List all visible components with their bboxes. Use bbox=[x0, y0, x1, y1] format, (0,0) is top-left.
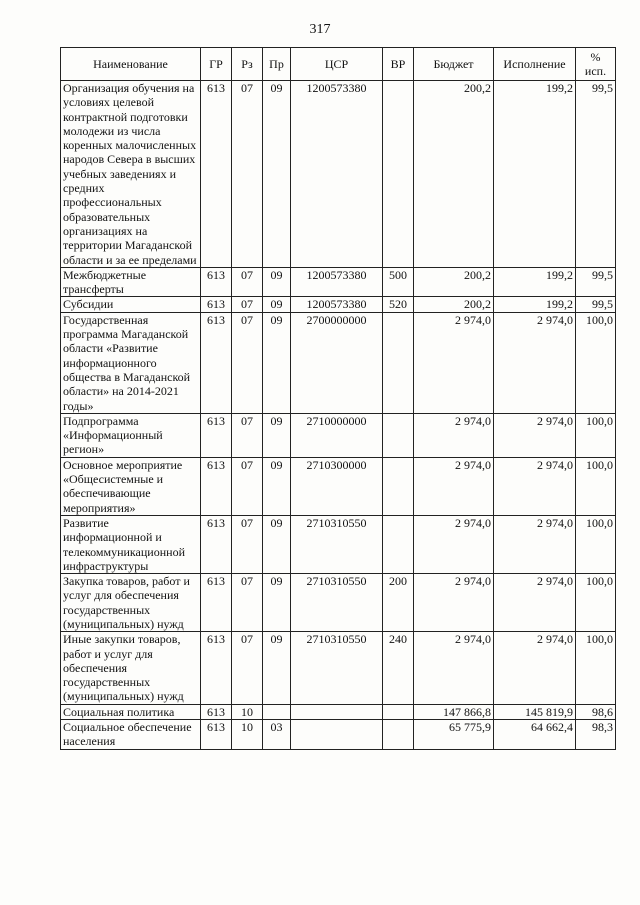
row-pr: 09 bbox=[263, 312, 291, 413]
row-percent: 100,0 bbox=[576, 312, 616, 413]
row-vr bbox=[383, 457, 414, 515]
row-execution: 2 974,0 bbox=[494, 312, 576, 413]
row-gr: 613 bbox=[201, 81, 232, 268]
row-budget: 2 974,0 bbox=[414, 574, 494, 632]
row-pr bbox=[263, 704, 291, 719]
row-percent: 99,5 bbox=[576, 297, 616, 312]
row-name: Развитие информационной и телекоммуникационной инфраструктуры bbox=[61, 515, 201, 573]
row-percent: 100,0 bbox=[576, 574, 616, 632]
table-row bbox=[61, 457, 616, 515]
row-gr: 613 bbox=[201, 457, 232, 515]
row-name: Закупка товаров, работ и услуг для обеспечения государственных (муниципальных) нужд bbox=[61, 574, 201, 632]
row-gr: 613 bbox=[201, 574, 232, 632]
row-pr: 09 bbox=[263, 81, 291, 268]
header-pr: Пр bbox=[263, 48, 291, 81]
header-csr: ЦСР bbox=[291, 48, 383, 81]
row-csr: 1200573380 bbox=[291, 81, 383, 268]
row-name: Межбюджетные трансферты bbox=[61, 267, 201, 297]
row-rz: 10 bbox=[232, 704, 263, 719]
table-row bbox=[61, 413, 616, 457]
header-budget: Бюджет bbox=[414, 48, 494, 81]
row-csr bbox=[291, 720, 383, 750]
row-execution: 199,2 bbox=[494, 267, 576, 297]
row-gr: 613 bbox=[201, 515, 232, 573]
row-rz: 07 bbox=[232, 457, 263, 515]
row-pr: 03 bbox=[263, 720, 291, 750]
row-budget: 2 974,0 bbox=[414, 413, 494, 457]
header-rz: Рз bbox=[232, 48, 263, 81]
row-vr bbox=[383, 704, 414, 719]
header-gr: ГР bbox=[201, 48, 232, 81]
row-rz: 07 bbox=[232, 515, 263, 573]
row-rz: 07 bbox=[232, 413, 263, 457]
row-csr bbox=[291, 704, 383, 719]
row-execution: 199,2 bbox=[494, 297, 576, 312]
row-csr: 2700000000 bbox=[291, 312, 383, 413]
row-pr: 09 bbox=[263, 515, 291, 573]
row-percent: 100,0 bbox=[576, 413, 616, 457]
table-row bbox=[61, 81, 616, 268]
row-percent: 98,3 bbox=[576, 720, 616, 750]
row-name: Субсидии bbox=[61, 297, 201, 312]
row-budget: 65 775,9 bbox=[414, 720, 494, 750]
row-percent: 98,6 bbox=[576, 704, 616, 719]
row-gr: 613 bbox=[201, 267, 232, 297]
header-percent bbox=[576, 48, 616, 81]
table-row bbox=[61, 574, 616, 632]
row-rz: 07 bbox=[232, 312, 263, 413]
table-header-row bbox=[61, 48, 616, 81]
row-percent: 100,0 bbox=[576, 632, 616, 704]
table-row bbox=[61, 297, 616, 312]
header-execution: Исполнение bbox=[494, 48, 576, 81]
row-name: Основное мероприятие «Общесистемные и обеспечивающие мероприятия» bbox=[61, 457, 201, 515]
header-vr: ВР bbox=[383, 48, 414, 81]
row-vr bbox=[383, 720, 414, 750]
row-csr: 2710310550 bbox=[291, 632, 383, 704]
row-rz: 10 bbox=[232, 720, 263, 750]
row-gr: 613 bbox=[201, 632, 232, 704]
row-execution: 2 974,0 bbox=[494, 457, 576, 515]
row-vr bbox=[383, 413, 414, 457]
row-vr: 200 bbox=[383, 574, 414, 632]
row-pr: 09 bbox=[263, 457, 291, 515]
row-vr: 520 bbox=[383, 297, 414, 312]
row-pr: 09 bbox=[263, 413, 291, 457]
row-execution: 199,2 bbox=[494, 81, 576, 268]
row-execution: 2 974,0 bbox=[494, 574, 576, 632]
row-budget: 200,2 bbox=[414, 267, 494, 297]
row-budget: 200,2 bbox=[414, 81, 494, 268]
row-rz: 07 bbox=[232, 574, 263, 632]
row-gr: 613 bbox=[201, 312, 232, 413]
row-percent: 99,5 bbox=[576, 81, 616, 268]
row-rz: 07 bbox=[232, 632, 263, 704]
row-name: Иные закупки товаров, работ и услуг для обеспечения государственных (муниципальных) нужд bbox=[61, 632, 201, 704]
table-row bbox=[61, 267, 616, 297]
row-budget: 2 974,0 bbox=[414, 312, 494, 413]
row-gr: 613 bbox=[201, 704, 232, 719]
row-pr: 09 bbox=[263, 574, 291, 632]
row-csr: 2710310550 bbox=[291, 574, 383, 632]
row-csr: 1200573380 bbox=[291, 297, 383, 312]
row-gr: 613 bbox=[201, 297, 232, 312]
table-row bbox=[61, 632, 616, 704]
row-pr: 09 bbox=[263, 267, 291, 297]
row-execution: 64 662,4 bbox=[494, 720, 576, 750]
row-vr: 500 bbox=[383, 267, 414, 297]
row-vr: 240 bbox=[383, 632, 414, 704]
row-budget: 147 866,8 bbox=[414, 704, 494, 719]
row-budget: 2 974,0 bbox=[414, 632, 494, 704]
page-number: 317 bbox=[309, 22, 331, 37]
table-row bbox=[61, 312, 616, 413]
row-csr: 2710310550 bbox=[291, 515, 383, 573]
row-vr bbox=[383, 81, 414, 268]
row-name: Подпрограмма «Информационный регион» bbox=[61, 413, 201, 457]
row-csr: 2710000000 bbox=[291, 413, 383, 457]
budget-execution-table bbox=[60, 47, 616, 750]
row-vr bbox=[383, 515, 414, 573]
row-gr: 613 bbox=[201, 720, 232, 750]
row-pr: 09 bbox=[263, 297, 291, 312]
row-vr bbox=[383, 312, 414, 413]
row-rz: 07 bbox=[232, 297, 263, 312]
row-pr: 09 bbox=[263, 632, 291, 704]
row-percent: 99,5 bbox=[576, 267, 616, 297]
row-execution: 2 974,0 bbox=[494, 413, 576, 457]
row-name: Организация обучения на условиях целевой контрактной подготовки молодежи из числа коренных малочисленных народов Севера в высших учебных заведениях и средних профессиональных образовательных организациях на территории Магаданской области и за ее пределами bbox=[61, 81, 201, 268]
row-gr: 613 bbox=[201, 413, 232, 457]
row-budget: 200,2 bbox=[414, 297, 494, 312]
table-row bbox=[61, 720, 616, 750]
row-name: Социальная политика bbox=[61, 704, 201, 719]
table-row bbox=[61, 704, 616, 719]
row-execution: 2 974,0 bbox=[494, 515, 576, 573]
row-percent: 100,0 bbox=[576, 515, 616, 573]
header-percent-line2: исп. bbox=[584, 64, 607, 78]
row-percent: 100,0 bbox=[576, 457, 616, 515]
header-name: Наименование bbox=[61, 48, 201, 81]
row-budget: 2 974,0 bbox=[414, 515, 494, 573]
row-name: Социальное обеспечение населения bbox=[61, 720, 201, 750]
row-name: Государственная программа Магаданской области «Развитие информационного общества в Магаданской области» на 2014-2021 годы» bbox=[61, 312, 201, 413]
row-execution: 145 819,9 bbox=[494, 704, 576, 719]
row-budget: 2 974,0 bbox=[414, 457, 494, 515]
row-rz: 07 bbox=[232, 267, 263, 297]
row-csr: 2710300000 bbox=[291, 457, 383, 515]
header-percent-line1: % bbox=[590, 50, 601, 64]
table-row bbox=[61, 515, 616, 573]
row-csr: 1200573380 bbox=[291, 267, 383, 297]
row-rz: 07 bbox=[232, 81, 263, 268]
row-execution: 2 974,0 bbox=[494, 632, 576, 704]
